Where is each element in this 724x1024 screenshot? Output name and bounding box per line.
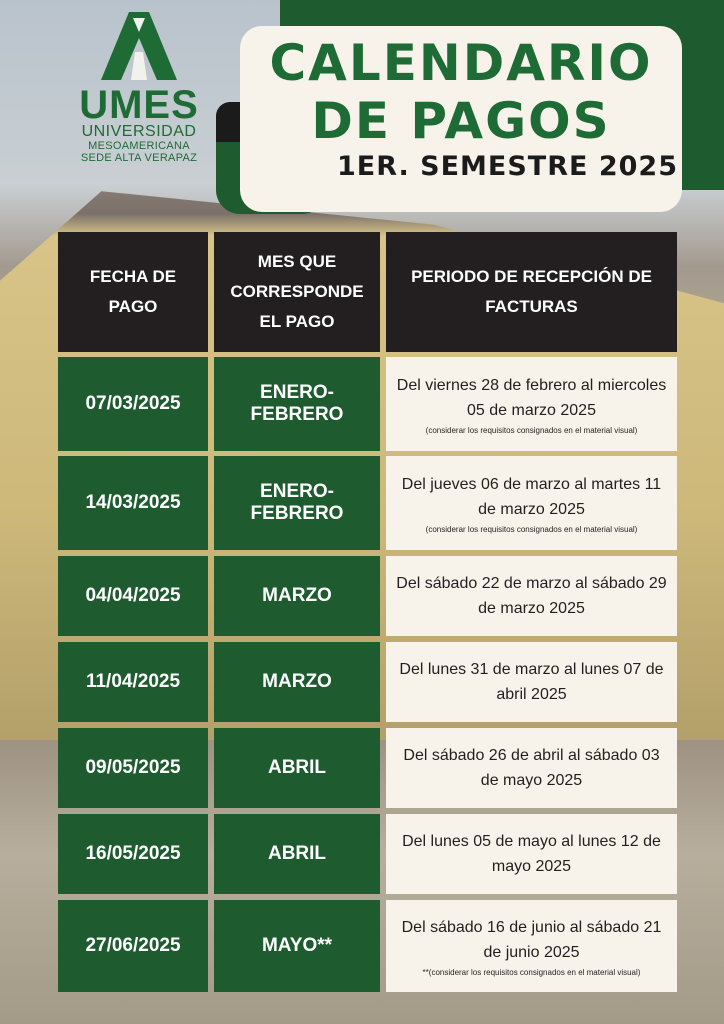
mes-cell: ABRIL — [214, 728, 380, 808]
periodo-text: Del sábado 22 de marzo al sábado 29 de marzo 2025 — [396, 575, 667, 617]
mes-cell: ENERO-FEBRERO — [214, 357, 380, 451]
logo-name: MESOAMERICANA — [88, 140, 190, 152]
header-periodo-recepcion: PERIODO DE RECEPCIÓN DE FACTURAS — [386, 232, 677, 352]
periodo-cell — [386, 728, 677, 808]
periodo-text: Del sábado 16 de junio al sábado 21 de junio 2025 — [401, 918, 662, 961]
mes-cell: MAYO** — [214, 900, 380, 992]
mes-cell: MARZO — [214, 556, 380, 636]
periodo-note: (considerar los requisitos consignados en el material visual) — [425, 425, 638, 435]
periodo-text: Del jueves 06 de marzo al martes 11 de marzo 2025 — [401, 475, 662, 518]
periodo-text: Del viernes 28 de febrero al miercoles 05 de marzo 2025 — [396, 376, 667, 419]
periodo-note: (considerar los requisitos consignados en el material visual) — [425, 524, 638, 534]
header-mes-que-corresponde: MES QUE CORRESPONDE EL PAGO — [214, 232, 380, 352]
periodo-text: Del lunes 31 de marzo al lunes 07 de abril 2025 — [399, 661, 664, 703]
mes-cell: ENERO-FEBRERO — [214, 456, 380, 550]
periodo-text: Del sábado 26 de abril al sábado 03 de mayo 2025 — [403, 747, 660, 789]
periodo-cell — [386, 900, 677, 992]
periodo-cell — [386, 642, 677, 722]
logo-campus: SEDE ALTA VERAPAZ — [80, 152, 198, 164]
page-subtitle: 1ER. SEMESTRE 2025 — [336, 151, 678, 182]
mes-cell: ABRIL — [214, 814, 380, 894]
fecha-de-pago-cell: 04/04/2025 — [58, 556, 208, 636]
fecha-de-pago-cell: 27/06/2025 — [58, 900, 208, 992]
fecha-de-pago-cell: 16/05/2025 — [58, 814, 208, 894]
fecha-de-pago-cell: 11/04/2025 — [58, 642, 208, 722]
logo-acronym: UMES — [79, 83, 199, 127]
page-title — [240, 34, 682, 150]
fecha-de-pago-cell: 09/05/2025 — [58, 728, 208, 808]
umes-logo — [74, 8, 204, 164]
periodo-cell — [386, 556, 677, 636]
fecha-de-pago-cell: 07/03/2025 — [58, 357, 208, 451]
periodo-cell — [386, 357, 677, 451]
fecha-de-pago-cell: 14/03/2025 — [58, 456, 208, 550]
mes-cell: MARZO — [214, 642, 380, 722]
title-line-2: DE PAGOS — [311, 92, 611, 150]
umes-emblem-icon — [99, 8, 179, 82]
header-fecha-de-pago: FECHA DE PAGO — [58, 232, 208, 352]
periodo-text: Del lunes 05 de mayo al lunes 12 de mayo 2025 — [402, 833, 661, 875]
periodo-cell — [386, 814, 677, 894]
periodo-cell — [386, 456, 677, 550]
periodo-note: **(considerar los requisitos consignados en el material visual) — [422, 967, 641, 977]
title-line-1: CALENDARIO — [269, 34, 653, 92]
logo-university: UNIVERSIDAD — [81, 123, 197, 140]
